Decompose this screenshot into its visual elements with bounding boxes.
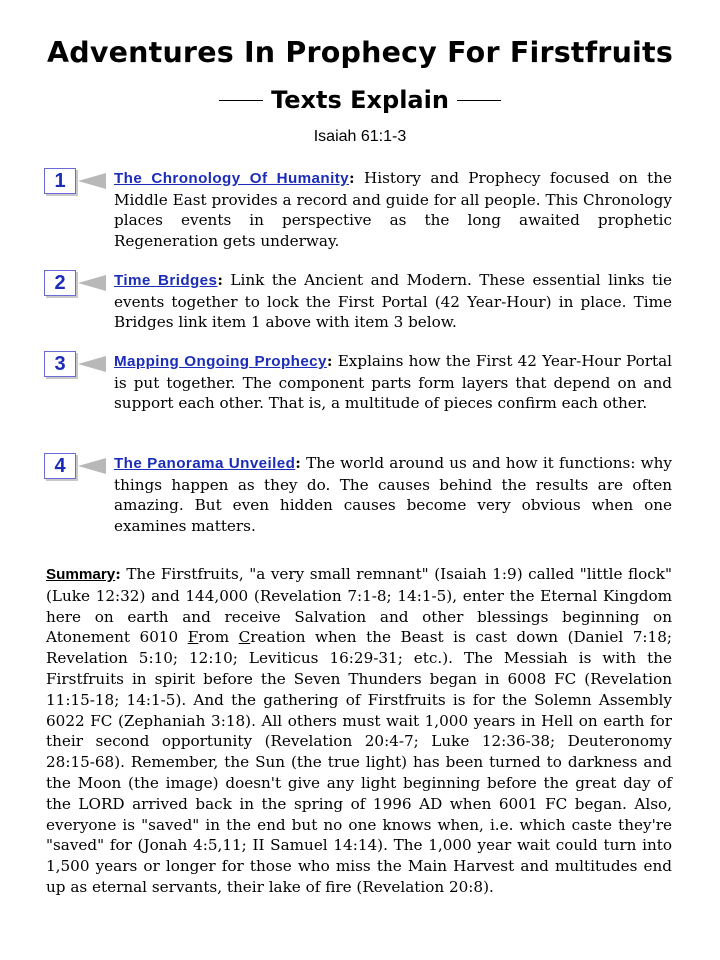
summary-text-part2: reation when the Beast is cast down (Daniel 7:18; Revelation 5:10; 12:10; Leviticus 16:29-31; etc.). The Messiah is with the Firstfruits in spirit before the Seven Thunders began in 6008 FC (Revelation 11:15-18; 14:1-5). And the gathering of Firstfruits is for the Solemn Assembly 6022 FC (Zephaniah 3:18). All others must wait 1,000 years in Hell on earth for their second opportunity (Revelation 20:4-7; Luke 12:36-38; Deuteronomy 28:15-68). Remember, the Sun (the true light) has been turned to darkness and the Moon (the image) doesn't give any light beginning before the great day of the LORD arrived back in the spring of 1996 AD when 6001 FC began. Also, everyone is "saved" in the end but no one knows when, i.e. which caste they're "saved" for (Jonah 4:5,11; II Samuel 14:14). The 1,000 year wait could turn into 1,500 years or longer for those who miss the Main Harvest and multitudes end up as eternal servants, their lake of fire (Revelation 20:8).: [46, 628, 672, 896]
subtitle-row: [0, 86, 720, 114]
item-text: Explains how the First 42 Year-Hour Portal is put together. The component parts form layers that depend on and support each other. That is, a multitude of pieces confirm each other.: [114, 352, 672, 412]
item-description: The Panorama Unveiled: The world around us and how it functions: why things happen as they do. The causes behind the results are often amazing. But even hidden causes become very obvious when one examines matters.: [114, 454, 672, 535]
mapping-prophecy-link[interactable]: Mapping Ongoing Prophecy: [114, 353, 327, 370]
time-bridges-link[interactable]: Time Bridges: [114, 272, 218, 289]
summary-c-letter: C: [238, 628, 251, 647]
pointer-arrow-icon: [78, 275, 106, 291]
item-description: The Chronology Of Humanity: History and Prophecy focused on the Middle East provides a record and guide for all people. This Chronology places events in perspective as the long awaited prophetic Regeneration gets underway.: [114, 169, 672, 250]
left-rule: [219, 100, 263, 101]
item-number-badge[interactable]: 4: [44, 453, 76, 479]
pointer-arrow-icon: [78, 458, 106, 474]
subtitle: Texts Explain: [271, 86, 449, 114]
summary-text-part1: The Firstfruits, "a very small remnant" (Isaiah 1:9) called "little flock" (Luke 12:32) and 144,000 (Revelation 7:1-8; 14:1-5), enter the Eternal Kingdom here on earth and receive Salvation and other blessings beginning on Atonement 6010: [46, 565, 672, 647]
panorama-link[interactable]: The Panorama Unveiled: [114, 455, 296, 472]
summary-paragraph: Summary: The Firstfruits, "a very small remnant" (Isaiah 1:9) called "little flock" (Luke 12:32) and 144,000 (Revelation 7:1-8; 14:1-5), enter the Eternal Kingdom here on earth and receive Salvation and other blessings beginning on Atonement 6010 From Creation when the Beast is cast down (Daniel 7:18; Revelation 5:10; 12:10; Leviticus 16:29-31; etc.). The Messiah is with the Firstfruits in spirit before the Seven Thunders began in 6008 FC (Revelation 11:15-18; 14:1-5). And the gathering of Firstfruits is for the Solemn Assembly 6022 FC (Zephaniah 3:18). All others must wait 1,000 years in Hell on earth for their second opportunity (Revelation 20:4-7; Luke 12:36-38; Deuteronomy 28:15-68). Remember, the Sun (the true light) has been turned to darkness and the Moon (the image) doesn't give any light beginning before the great day of the LORD arrived back in the spring of 1996 AD when 6001 FC began. Also, everyone is "saved" in the end but no one knows when, i.e. which caste they're "saved" for (Jonah 4:5,11; II Samuel 14:14). The 1,000 year wait could turn into 1,500 years or longer for those who miss the Main Harvest and multitudes end up as eternal servants, their lake of fire (Revelation 20:8).: [46, 565, 672, 896]
pointer-arrow-icon: [78, 173, 106, 189]
item-number-badge[interactable]: 1: [44, 168, 76, 194]
right-rule: [457, 100, 501, 101]
page-title: Adventures In Prophecy For Firstfruits: [46, 36, 674, 69]
pointer-arrow-icon: [78, 356, 106, 372]
scripture-reference: Isaiah 61:1-3: [313, 128, 407, 145]
item-text: The world around us and how it functions: why things happen as they do. The causes behind the results are often amazing. But even hidden causes become very obvious when one examines matters.: [114, 454, 672, 535]
item-text: History and Prophecy focused on the Middle East provides a record and guide for all people. This Chronology places events in perspective as the long awaited prophetic Regeneration gets underway.: [114, 169, 672, 250]
item-number-badge[interactable]: 3: [44, 351, 76, 377]
summary-f-letter: F: [187, 628, 199, 647]
item-text: Link the Ancient and Modern. These essential links tie events together to lock the First Portal (42 Year-Hour) in place. Time Bridges link item 1 above with item 3 below.: [114, 271, 673, 331]
chronology-link[interactable]: The Chronology Of Humanity: [114, 170, 349, 187]
item-description: Time Bridges: Link the Ancient and Modern. These essential links tie events together to lock the First Portal (42 Year-Hour) in place. Time Bridges link item 1 above with item 3 below.: [114, 271, 673, 331]
summary-label: Summary: [46, 566, 116, 583]
item-number-badge[interactable]: 2: [44, 270, 76, 296]
item-description: Mapping Ongoing Prophecy: Explains how the First 42 Year-Hour Portal is put together. The component parts form layers that depend on and support each other. That is, a multitude of pieces confirm each other.: [114, 352, 672, 412]
summary-rom: rom: [198, 628, 239, 647]
